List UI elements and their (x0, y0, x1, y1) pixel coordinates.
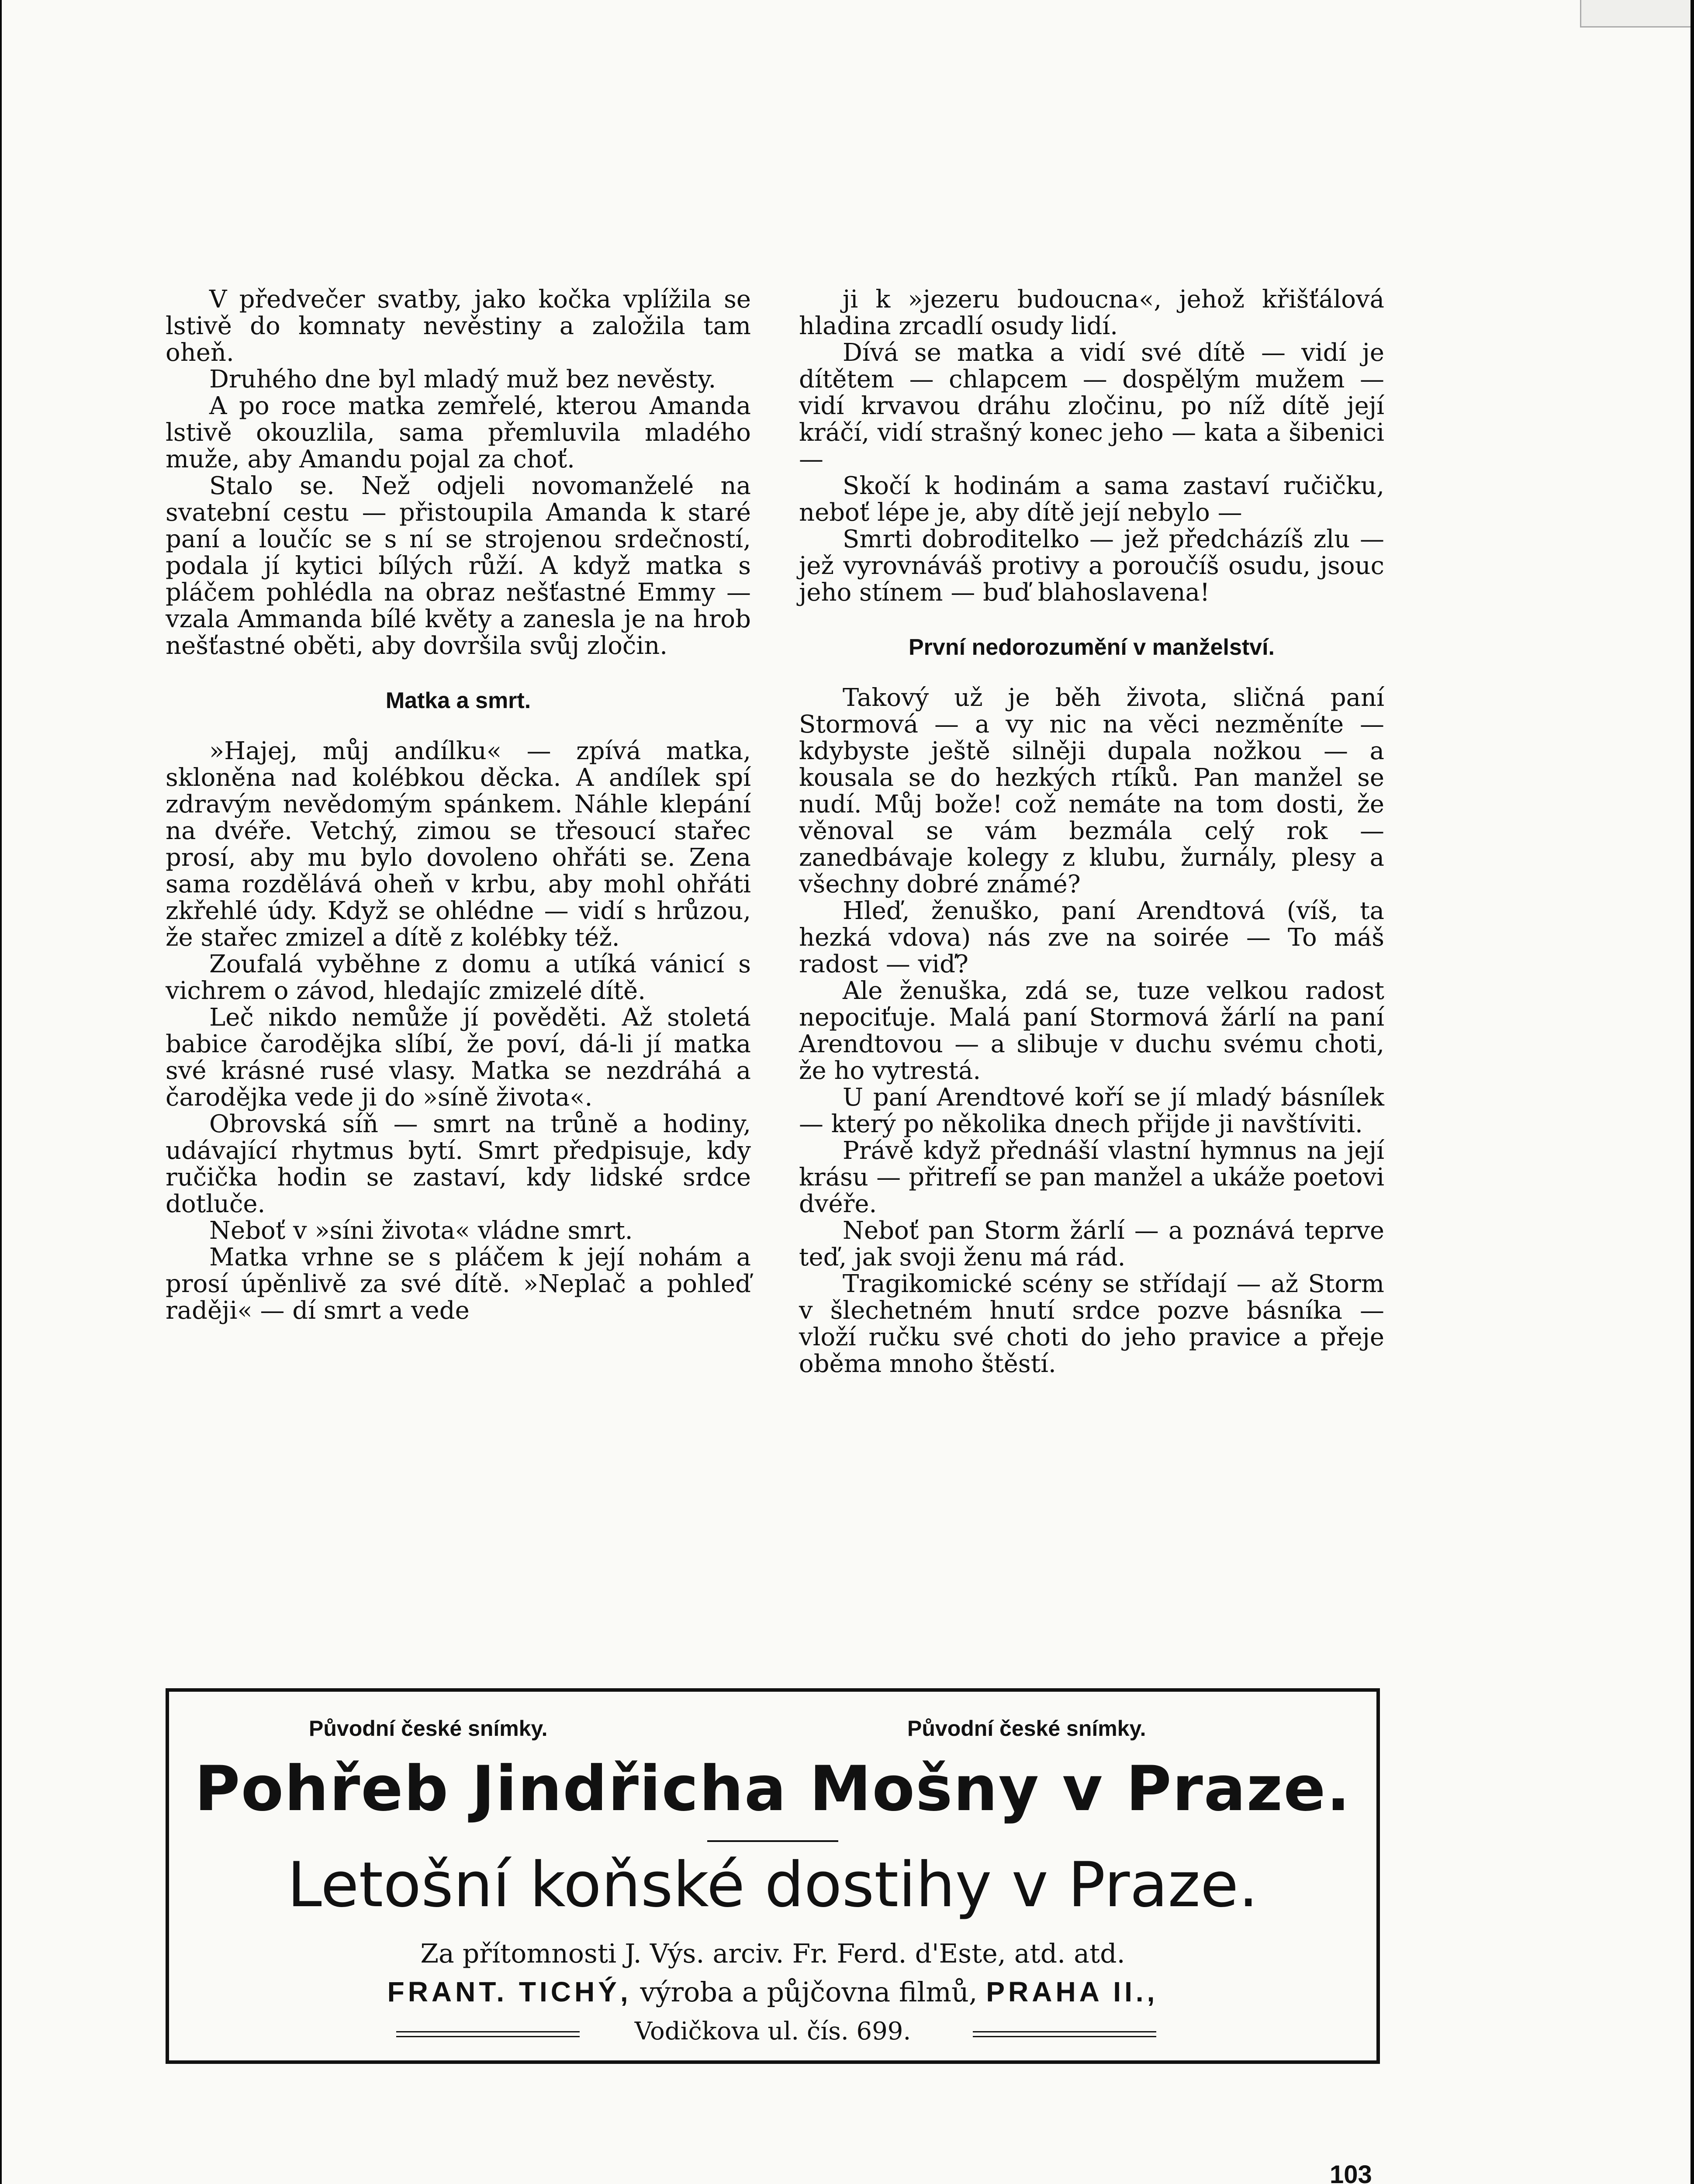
paragraph: Neboť pan Storm žárlí — a poznává teprve teď, jak svoji ženu má rád. (799, 1216, 1384, 1272)
paragraph: Leč nikdo nemůže jí pověděti. Až stoletá babice čarodějka slíbí, že poví, dá-li jí matka své krásné rusé vlasy. Matka se nezdráhá a čarodějka vede ji do »síně života«. (166, 1003, 751, 1112)
paragraph: Matka vrhne se s pláčem k její nohám a prosí úpěnlivě za své dítě. »Neplač a pohleď raději« — dí smrt a vede (166, 1243, 751, 1325)
paragraph: U paní Arendtové koří se jí mladý básnílek — který po několika dnech přijde ji navštíviti. (799, 1083, 1384, 1138)
paragraph: Právě když přednáší vlastní hymnus na její krásu — přitrefí se pan manžel a ukáže poetovi dvéře. (799, 1137, 1384, 1218)
page-number: 103 (1330, 2160, 1372, 2184)
paragraph: Druhého dne byl mladý muž bez nevěsty. (209, 365, 716, 394)
page-corner-tab (1580, 0, 1691, 28)
paragraph: Obrovská síň — smrt na trůně a hodiny, udávající rhytmus bytí. Smrt předpisuje, kdy ručička hodin se zastaví, kdy lidské srdce dotluče. (166, 1110, 751, 1218)
paragraph: Smrti dobroditelko — jež předcházíš zlu — jež vyrovnáváš protivy a poroučíš osudu, jsouc jeho stínem — buď blahoslavena! (799, 525, 1384, 607)
paragraph: A po roce matka zemřelé, kterou Amanda lstivě okouzlila, sama přemluvila mladého muže, aby Amandu pojal za choť. (166, 392, 751, 473)
ad-divider (707, 1840, 838, 1842)
paragraph: Takový už je běh života, sličná paní Stormová — a vy nic na věci nezměníte — kdybyste ještě silněji dupala nožkou — a kousala se do hezkých rtíků. Pan manžel se nudí. Můj bože! což nemáte na tom dosti, že věnoval se vám bezmála celý rok — zanedbávaje kolegy z klubu, žurnály, plesy a všechny dobré známé? (799, 684, 1384, 898)
right-column (799, 286, 1384, 1377)
document-page (2, 0, 1691, 2184)
paragraph: »Hajej, můj andílku« — zpívá matka, skloněna nad kolébkou děcka. A andílek spí zdravým nevědomým spánkem. Náhle klepání na dvéře. Vetchý, zimou se třesoucí stařec prosí, aby mu bylo dovoleno ohřáti se. Zena sama rozdělává oheň v krbu, aby mohl ohřáti zkřehlé údy. Když se ohlédne — vidí s hrůzou, že stařec zmizel a dítě z kolébky též. (166, 737, 751, 952)
film-advertisement (166, 1688, 1380, 2064)
paragraph: Skočí k hodinám a sama zastaví ručičku, neboť lépe je, aby dítě její nebylo — (799, 472, 1384, 527)
ad-tag-left: Původní české snímky. (309, 1716, 548, 1741)
ad-company-line (169, 1976, 1376, 2008)
paragraph: Zoufalá vyběhne z domu a utíká vánicí s vichrem o závod, hledajíc zmizelé dítě. (166, 950, 751, 1005)
ad-headline-funeral: Pohřeb Jindřicha Mošny v Praze. (194, 1753, 1351, 1825)
ad-company-desc: výroba a půjčovna filmů, (640, 1976, 978, 2008)
ad-tag-right: Původní české snímky. (907, 1716, 1146, 1741)
ad-subline: Za přítomnosti J. Výs. arciv. Fr. Ferd. d'Este, atd. atd. (420, 1939, 1125, 1969)
paragraph: Tragikomické scény se střídají — až Storm v šlechetném hnutí srdce pozve básníka — vloží ručku své choti do jeho pravice a přeje oběma mnoho štěstí. (799, 1270, 1384, 1378)
paragraph: Stalo se. Než odjeli novomanželé na svatební cestu — přistoupila Amanda k staré paní a loučíc se s ní se strojenou srdečností, podala jí kytici bílých růží. A když matka s pláčem pohlédla na obraz nešťastné Emmy — vzala Ammanda bílé květy a zanesla je na hrob nešťastné oběti, aby dovršila svůj zločin. (166, 472, 751, 660)
paragraph: Hleď, ženuško, paní Arendtová (víš, ta hezká vdova) nás zve na soirée — To máš radost — viď? (799, 897, 1384, 978)
paragraph: Ale ženuška, zdá se, tuze velkou radost nepociťuje. Malá paní Stormová žárlí na paní Arendtovou — a slibuje v duchu svému choti, že ho vytrestá. (799, 977, 1384, 1085)
ad-company-city: PRAHA II., (986, 1976, 1158, 2008)
ad-double-rule-right (973, 2031, 1156, 2037)
ad-company-name: FRANT. TICHÝ, (387, 1976, 632, 2008)
ad-headline-races: Letošní koňské dostihy v Praze. (287, 1849, 1258, 1921)
paragraph: Neboť v »síni života« vládne smrt. (209, 1216, 633, 1245)
left-column (166, 286, 751, 1324)
paragraph: Dívá se matka a vidí své dítě — vidí je dítětem — chlapcem — dospělým mužem — vidí krvavou dráhu zločinu, po níž dítě její kráčí, vidí strašný konec jeho — kata a šibenici — (799, 339, 1384, 473)
section-heading: Matka a smrt. (385, 688, 531, 713)
paragraph: V předvečer svatby, jako kočka vplížila se lstivě do komnaty nevěstiny a založila tam oheň. (166, 285, 751, 367)
paragraph: ji k »jezeru budoucna«, jehož křišťálová hladina zrcadlí osudy lidí. (799, 285, 1384, 340)
ad-address: Vodičkova ul. čís. 699. (634, 2017, 911, 2046)
section-heading: První nedorozumění v manželství. (909, 635, 1275, 660)
